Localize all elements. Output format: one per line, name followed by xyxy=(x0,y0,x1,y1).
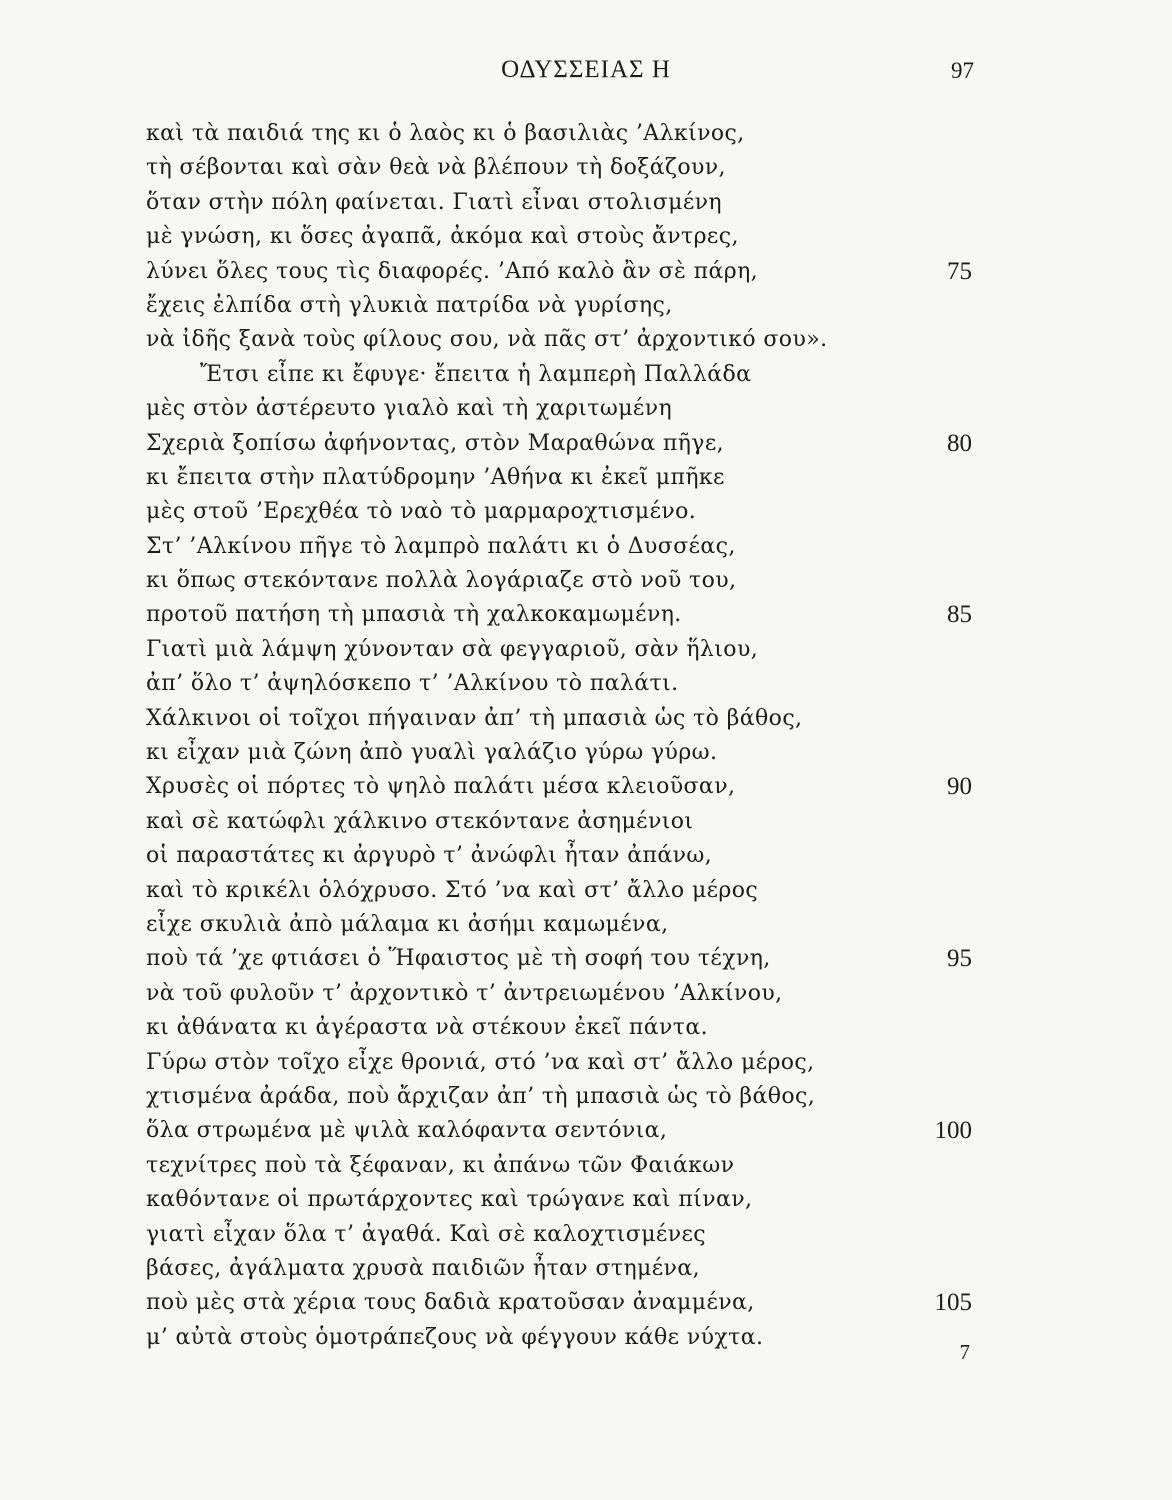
verse-line xyxy=(0,908,1172,942)
verse-line xyxy=(0,942,1172,976)
verse-line xyxy=(0,564,1172,598)
verse-line xyxy=(0,736,1172,770)
line-number: 85 xyxy=(947,601,972,629)
line-number: 105 xyxy=(934,1289,972,1317)
verse-text: βάσες, ἀγάλματα χρυσὰ παιδιῶν ἦταν στημένα, xyxy=(146,1255,700,1281)
verse-text: νὰ ἰδῆς ξανὰ τοὺς φίλους σου, νὰ πᾶς στ’ ἀρχοντικό σου». xyxy=(146,327,828,353)
verse-text: κι ἔπειτα στὴν πλατύδρομην ’Αθήνα κι ἐκεῖ μπῆκε xyxy=(146,464,725,490)
verse-line xyxy=(0,1218,1172,1252)
verse-text: κι ὅπως στεκόντανε πολλὰ λογάριαζε στὸ νοῦ του, xyxy=(146,568,737,594)
line-number: 90 xyxy=(947,773,972,801)
verse-text: προτοῦ πατήση τὴ μπασιὰ τὴ χαλκοκαμωμένη. xyxy=(146,602,682,628)
verse-text: τεχνίτρες ποὺ τὰ ξέφαναν, κι ἀπάνω τῶν Φαιάκων xyxy=(146,1152,735,1178)
verse-text: κι ἀθάνατα κι ἀγέραστα νὰ στέκουν ἐκεῖ πάντα. xyxy=(146,1015,709,1041)
verse-line xyxy=(0,770,1172,804)
verse-text: μὲς στὸν ἀστέρευτο γιαλὸ καὶ τὴ χαριτωμένη xyxy=(146,396,673,422)
running-header-title: ΟΔΥΣΣΕΙΑΣ Η xyxy=(501,56,671,83)
verse-line xyxy=(0,220,1172,254)
verse-line xyxy=(0,805,1172,839)
verse-line xyxy=(0,1114,1172,1148)
line-number: 100 xyxy=(934,1117,972,1145)
verse-line xyxy=(0,1046,1172,1080)
verse-text: Ἔτσι εἶπε κι ἔφυγε· ἔπειτα ἡ λαμπερὴ Παλλάδα xyxy=(200,361,752,387)
verse-text: τὴ σέβονται καὶ σὰν θεὰ νὰ βλέπουν τὴ δοξάζουν, xyxy=(146,155,726,181)
verse-line xyxy=(0,461,1172,495)
line-number: 95 xyxy=(947,945,972,973)
verse-text: ὅλα στρωμένα μὲ ψιλὰ καλόφαντα σεντόνια, xyxy=(146,1118,668,1144)
verse-line xyxy=(0,495,1172,529)
verse-text: μ’ αὐτὰ στοὺς ὁμοτράπεζους νὰ φέγγουν κάθε νύχτα. xyxy=(146,1324,764,1350)
verse-line xyxy=(0,255,1172,289)
verse-text: μὲ γνώση, κι ὅσες ἀγαπᾶ, ἀκόμα καὶ στοὺς ἄντρες, xyxy=(146,224,739,250)
verse-text: λύνει ὅλες τους τὶς διαφορές. ’Από καλὸ ἂν σὲ πάρη, xyxy=(146,258,759,284)
verse-line xyxy=(0,530,1172,564)
verse-text: Σχεριὰ ξοπίσω ἀφήνοντας, στὸν Μαραθώνα πῆγε, xyxy=(146,430,725,456)
verse-line xyxy=(0,186,1172,220)
verse-text: μὲς στοῦ ’Ερεχθέα τὸ ναὸ τὸ μαρμαροχτισμένο. xyxy=(146,499,697,525)
verse-text: εἶχε σκυλιὰ ἀπὸ μάλαμα κι ἀσήμι καμωμένα, xyxy=(146,911,669,937)
verse-line xyxy=(0,598,1172,632)
verse-line xyxy=(0,289,1172,323)
verse-text: οἱ παραστάτες κι ἀργυρὸ τ’ ἀνώφλι ἦταν ἀπάνω, xyxy=(146,843,713,869)
verse-text: καὶ τὸ κρικέλι ὁλόχρυσο. Στό ’να καὶ στ’ ἄλλο μέρος xyxy=(146,877,759,903)
verse-line xyxy=(0,1321,1172,1355)
verse-text: καθόντανε οἱ πρωτάρχοντες καὶ τρώγανε καὶ πίναν, xyxy=(146,1187,753,1213)
verse-line xyxy=(0,1286,1172,1320)
verse-text: γιατὶ εἶχαν ὅλα τ’ ἀγαθά. Καὶ σὲ καλοχτισμένες xyxy=(146,1221,706,1247)
verse-line xyxy=(0,667,1172,701)
poem-body xyxy=(0,117,1172,1355)
verse-line xyxy=(0,839,1172,873)
line-number: 75 xyxy=(947,257,972,285)
verse-line xyxy=(0,323,1172,357)
verse-text: ἀπ’ ὅλο τ’ ἀψηλόσκεπο τ’ ’Αλκίνου τὸ παλάτι. xyxy=(146,671,679,697)
verse-line xyxy=(0,151,1172,185)
verse-line xyxy=(0,977,1172,1011)
verse-line xyxy=(0,1252,1172,1286)
verse-line xyxy=(0,117,1172,151)
verse-text: νὰ τοῦ φυλοῦν τ’ ἀρχοντικὸ τ’ ἀντρειωμένου ’Αλκίνου, xyxy=(146,980,783,1006)
verse-text: καὶ σὲ κατώφλι χάλκινο στεκόντανε ἀσημένιοι xyxy=(146,808,694,834)
verse-text: ποὺ τά ’χε φτιάσει ὁ Ἥφαιστος μὲ τὴ σοφή του τέχνη, xyxy=(146,946,771,972)
verse-text: Χάλκινοι οἱ τοῖχοι πήγαιναν ἀπ’ τὴ μπασιὰ ὡς τὸ βάθος, xyxy=(146,705,803,731)
verse-text: ἔχεις ἐλπίδα στὴ γλυκιὰ πατρίδα νὰ γυρίσης, xyxy=(146,292,673,318)
verse-line xyxy=(0,1080,1172,1114)
verse-text: ὅταν στὴν πόλη φαίνεται. Γιατὶ εἶναι στολισμένη xyxy=(146,189,722,215)
verse-line xyxy=(0,702,1172,736)
verse-line xyxy=(0,1183,1172,1217)
verse-text: ποὺ μὲς στὰ χέρια τους δαδιὰ κρατοῦσαν ἀναμμένα, xyxy=(146,1290,755,1316)
verse-text: χτισμένα ἀράδα, ποὺ ἄρχιζαν ἀπ’ τὴ μπασιὰ ὡς τὸ βάθος, xyxy=(146,1083,816,1109)
verse-line xyxy=(0,358,1172,392)
verse-text: καὶ τὰ παιδιά της κι ὁ λαὸς κι ὁ βασιλιὰς ’Αλκίνος, xyxy=(146,121,745,146)
page-number: 97 xyxy=(951,58,974,83)
verse-text: κι εἶχαν μιὰ ζώνη ἀπὸ γυαλὶ γαλάζιο γύρω γύρω. xyxy=(146,740,718,766)
signature-mark: 7 xyxy=(959,1340,970,1364)
verse-line xyxy=(0,427,1172,461)
verse-text: Στ’ ’Αλκίνου πῆγε τὸ λαμπρὸ παλάτι κι ὁ Δυσσέας, xyxy=(146,533,736,559)
line-number: 80 xyxy=(947,429,972,457)
verse-text: Γύρω στὸν τοῖχο εἶχε θρονιά, στό ’να καὶ στ’ ἄλλο μέρος, xyxy=(146,1049,815,1075)
verse-line xyxy=(0,392,1172,426)
verse-line xyxy=(0,874,1172,908)
verse-line xyxy=(0,1149,1172,1183)
verse-text: Γιατὶ μιὰ λάμψη χύνονταν σὰ φεγγαριοῦ, σὰν ἥλιου, xyxy=(146,636,759,662)
verse-line xyxy=(0,633,1172,667)
verse-line xyxy=(0,1011,1172,1045)
verse-text: Χρυσὲς οἱ πόρτες τὸ ψηλὸ παλάτι μέσα κλειοῦσαν, xyxy=(146,774,736,800)
